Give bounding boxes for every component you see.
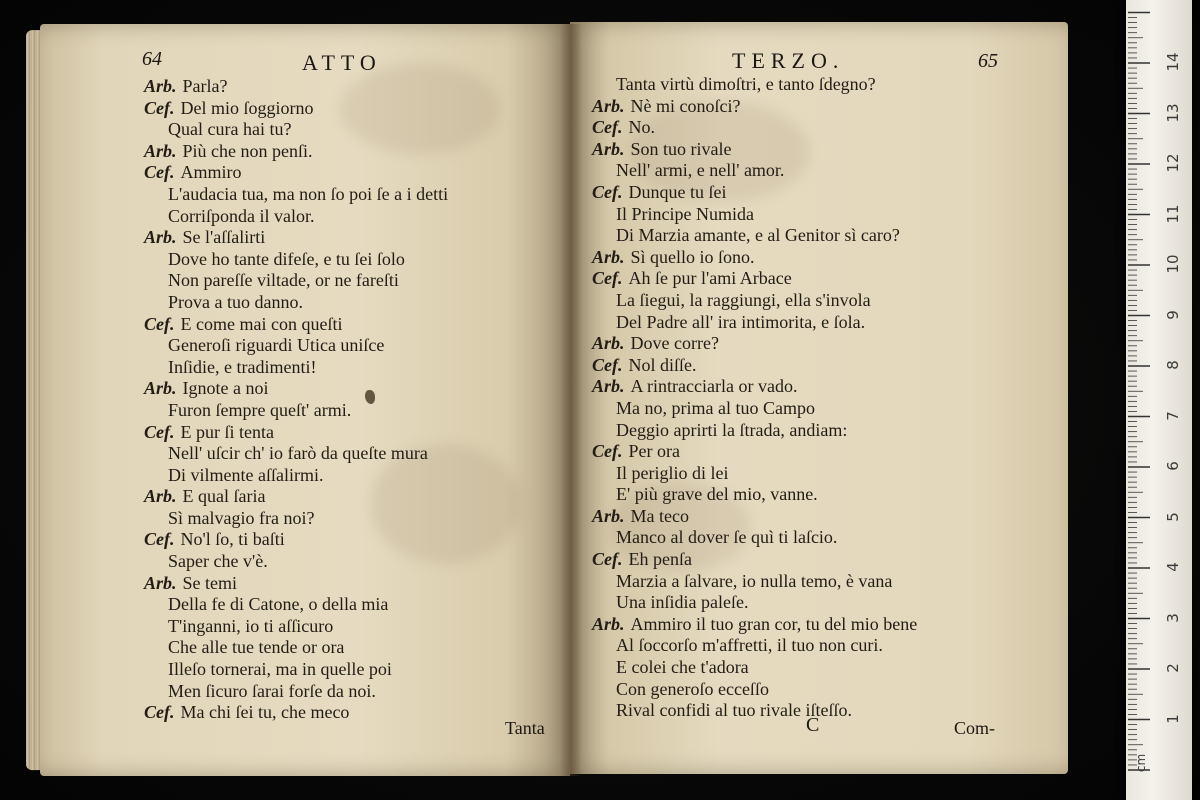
text-line [144, 616, 448, 638]
line-text: Di Marzia amante, e al Genitor sì caro? [616, 225, 900, 246]
text-line [592, 355, 917, 377]
text-line [144, 400, 448, 422]
ruler-number: 10 [1164, 254, 1182, 274]
text-line [144, 659, 448, 681]
line-text: Illeſo tornerai, ma in quelle poi [168, 659, 392, 680]
line-text: Generoſi riguardi Utica uniſce [168, 335, 385, 356]
line-text: T'inganni, io ti aſſicuro [168, 615, 334, 636]
line-text: Nell' uſcir ch' io farò da queſte mura [168, 443, 428, 464]
text-line [592, 420, 917, 442]
speaker-label: Cef. [144, 529, 175, 550]
speaker-label: Arb. [592, 138, 625, 159]
line-text: Men ſicuro ſarai forſe da noi. [168, 680, 376, 701]
text-line [144, 465, 448, 487]
line-text: Rival confidi al tuo rivale iſteſſo. [616, 700, 852, 721]
line-text: Tanta virtù dimoſtri, e tanto ſdegno? [616, 74, 876, 94]
line-text: Inſidie, e tradimenti! [168, 356, 317, 377]
ruler-number: 4 [1164, 562, 1182, 572]
text-line [144, 119, 448, 141]
catchword: Com- [954, 718, 996, 738]
line-text: Il Principe Numida [616, 203, 754, 224]
text-line [144, 292, 448, 314]
text-line [592, 225, 917, 247]
speaker-label: Arb. [592, 333, 625, 354]
text-line [592, 117, 917, 139]
line-text: Che alle tue tende or ora [168, 637, 345, 658]
line-text: Ammiro il tuo gran cor, tu del mio bene [630, 613, 918, 634]
text-line [592, 268, 917, 290]
text-line [144, 335, 448, 357]
speaker-label: Arb. [592, 376, 625, 397]
ink-blot [365, 390, 375, 404]
text-line [592, 679, 917, 701]
ruler-number: 14 [1164, 52, 1182, 72]
ruler-number: 9 [1164, 309, 1182, 320]
line-text: E colei che t'adora [616, 657, 749, 678]
left-page [40, 24, 570, 776]
line-text: Ma chi ſei tu, che meco [180, 702, 350, 723]
line-text: Prova a tuo danno. [168, 291, 303, 312]
ruler-number: 6 [1164, 461, 1182, 471]
line-text: Qual cura hai tu? [168, 119, 292, 140]
speaker-label: Cef. [592, 549, 623, 570]
speaker-label: Arb. [144, 227, 177, 248]
line-text: E come mai con queſti [180, 313, 343, 334]
line-text: Ma no, prima al tuo Campo [616, 397, 815, 418]
line-text: Parla? [182, 76, 228, 96]
text-line [144, 270, 448, 292]
text-line [144, 141, 448, 163]
text-line [144, 594, 448, 616]
line-text: A rintracciarla or vado. [630, 376, 798, 397]
text-line [144, 443, 448, 465]
text-line [592, 290, 917, 312]
ruler-number: 7 [1164, 410, 1182, 421]
line-text: Dove ho tante difeſe, e tu ſei ſolo [168, 248, 405, 269]
page-number: 64 [142, 48, 162, 70]
text-line [144, 551, 448, 573]
line-text: Ah ſe pur l'ami Arbace [628, 268, 792, 289]
speaker-label: Arb. [144, 76, 177, 96]
measuring-ruler [1126, 0, 1192, 800]
line-text: Di vilmente aſſalirmi. [168, 464, 324, 485]
line-text: Saper che v'è. [168, 551, 268, 572]
text-line [592, 635, 917, 657]
line-text: Una inſidia paleſe. [616, 592, 749, 613]
speaker-label: Cef. [144, 97, 175, 118]
text-line [144, 508, 448, 530]
text-line [592, 527, 917, 549]
ruler-number: 11 [1164, 203, 1182, 224]
text-line [144, 573, 448, 595]
line-text: Marzia a ſalvare, io nulla temo, è vana [616, 570, 893, 591]
line-text: Della fe di Catone, o della mia [168, 594, 389, 615]
text-line [144, 98, 448, 120]
text-line [144, 422, 448, 444]
text-line [144, 76, 448, 98]
line-text: Son tuo rivale [630, 138, 732, 159]
line-text: Per ora [628, 441, 680, 462]
speaker-label: Cef. [144, 313, 175, 334]
line-text: Nè mi conoſci? [630, 95, 741, 116]
text-line [592, 571, 917, 593]
speaker-label: Arb. [592, 246, 625, 267]
speaker-label: Arb. [144, 572, 177, 593]
text-line [144, 184, 448, 206]
speaker-label: Arb. [144, 140, 177, 161]
line-text: Del mio ſoggiorno [180, 97, 314, 118]
line-text: Al ſoccorſo m'affretti, il tuo non curi. [616, 635, 883, 656]
ruler-number: 8 [1164, 360, 1182, 370]
line-text: Furon ſempre queſt' armi. [168, 399, 352, 420]
speaker-label: Arb. [592, 95, 625, 116]
speaker-label: Cef. [144, 162, 175, 183]
text-line [592, 333, 917, 355]
text-line [592, 74, 917, 96]
signature-mark: C [806, 714, 820, 736]
line-text: Se temi [182, 572, 238, 593]
text-line [144, 637, 448, 659]
text-line [592, 182, 917, 204]
speaker-label: Cef. [592, 268, 623, 289]
text-line [592, 398, 917, 420]
book-gutter [560, 24, 582, 776]
ruler-number: 3 [1164, 612, 1182, 623]
text-line [592, 463, 917, 485]
text-line [592, 484, 917, 506]
line-text: Deggio aprirti la ſtrada, andiam: [616, 419, 848, 440]
ruler-number: 12 [1164, 153, 1182, 173]
line-text: Se l'aſſalirti [182, 227, 266, 248]
speaker-label: Cef. [144, 702, 175, 723]
catchword: Tanta [505, 718, 545, 738]
line-text: Dove corre? [630, 333, 719, 354]
speaker-label: Arb. [144, 378, 177, 399]
line-text: Del Padre all' ira intimorita, e ſola. [616, 311, 866, 332]
text-line [592, 700, 917, 722]
text-line [144, 681, 448, 703]
speaker-label: Cef. [592, 181, 623, 202]
speaker-label: Cef. [592, 441, 623, 462]
text-line [592, 592, 917, 614]
line-text: Il periglio di lei [616, 462, 729, 483]
ruler-unit: cm [1134, 753, 1149, 773]
text-block [592, 74, 917, 722]
ruler-number: 13 [1164, 102, 1182, 123]
text-line [592, 376, 917, 398]
text-line [592, 139, 917, 161]
line-text: Ma teco [630, 505, 689, 526]
speaker-label: Arb. [592, 505, 625, 526]
line-text: No. [628, 117, 655, 138]
text-line [592, 441, 917, 463]
right-page [570, 22, 1068, 774]
speaker-label: Arb. [592, 613, 625, 634]
text-line [592, 204, 917, 226]
text-line [144, 162, 448, 184]
text-line [144, 227, 448, 249]
text-line [144, 206, 448, 228]
text-line [592, 160, 917, 182]
line-text: L'audacia tua, ma non ſo poi ſe a i detti [168, 183, 449, 204]
text-line [592, 96, 917, 118]
line-text: E qual ſaria [182, 486, 266, 507]
speaker-label: Cef. [592, 354, 623, 375]
text-line [144, 702, 448, 724]
text-line [592, 506, 917, 528]
ruler-number: 2 [1164, 663, 1182, 673]
text-line [144, 378, 448, 400]
ruler-number: 5 [1164, 511, 1182, 522]
ruler-ticks [1126, 0, 1192, 800]
line-text: Nell' armi, e nell' amor. [616, 160, 785, 181]
text-line [144, 249, 448, 271]
line-text: Non pareſſe viltade, or ne fareſti [168, 270, 399, 291]
text-line [144, 314, 448, 336]
line-text: Sì quello io ſono. [630, 246, 755, 267]
speaker-label: Cef. [592, 117, 623, 138]
running-header: TERZO. [732, 48, 845, 73]
line-text: Corriſponda il valor. [168, 205, 315, 226]
text-line [592, 247, 917, 269]
line-text: Più che non penſi. [182, 140, 313, 161]
page-number: 65 [978, 50, 998, 72]
ruler-number: 1 [1164, 713, 1182, 724]
text-line [592, 614, 917, 636]
text-line [144, 529, 448, 551]
text-line [144, 357, 448, 379]
text-line [592, 549, 917, 571]
text-line [592, 312, 917, 334]
line-text: Nol diſſe. [628, 354, 697, 375]
line-text: Con generoſo ecceſſo [616, 678, 769, 699]
running-header: ATTO [302, 50, 382, 75]
speaker-label: Cef. [144, 421, 175, 442]
text-line [144, 486, 448, 508]
line-text: Sì malvagio fra noi? [168, 507, 315, 528]
line-text: E pur ſi tenta [180, 421, 274, 442]
line-text: La ſiegui, la raggiungi, ella s'invola [616, 289, 871, 310]
line-text: No'l ſo, ti baſti [180, 529, 285, 550]
speaker-label: Arb. [144, 486, 177, 507]
line-text: Ammiro [180, 162, 242, 183]
line-text: Eh penſa [628, 549, 692, 570]
line-text: Dunque tu ſei [628, 181, 727, 202]
line-text: Manco al dover ſe quì ti laſcio. [616, 527, 838, 548]
line-text: Ignote a noi [182, 378, 269, 399]
text-block [144, 76, 448, 724]
line-text: E' più grave del mio, vanne. [616, 484, 818, 505]
text-line [592, 657, 917, 679]
